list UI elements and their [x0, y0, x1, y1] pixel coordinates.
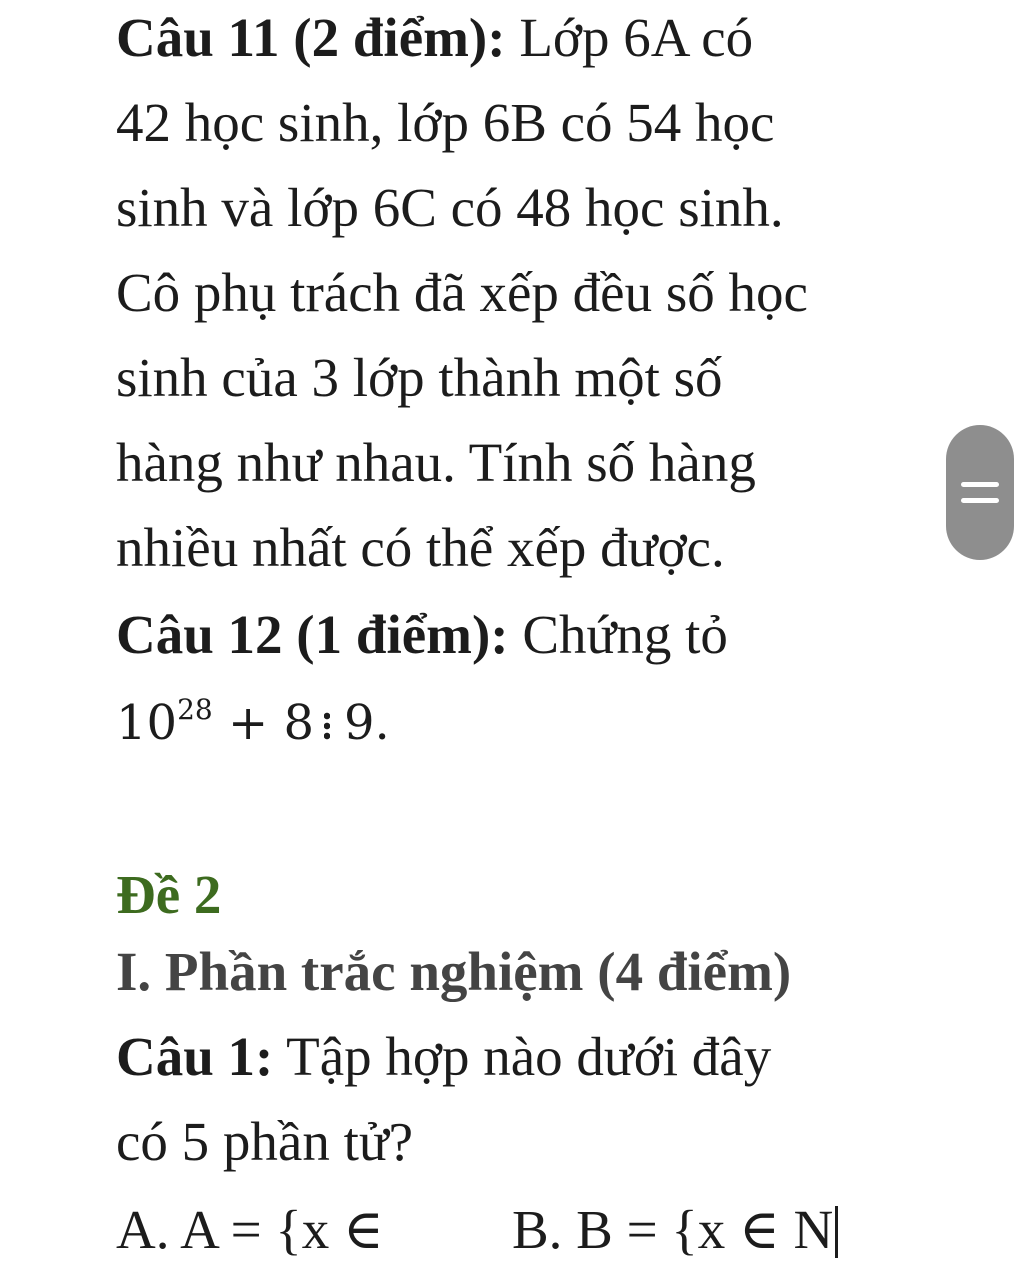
q11-line-6: hàng như nhau. Tính số hàng	[116, 432, 756, 493]
q11-label: Câu 11 (2 điểm):	[116, 7, 506, 68]
q1-line-1	[116, 1022, 771, 1092]
q11-line-1	[116, 3, 753, 73]
grip-line-bottom	[961, 498, 999, 503]
q12-base: 10	[116, 695, 178, 751]
option-b-wrapper	[512, 1195, 838, 1265]
section-heading: I. Phần trắc nghiệm (4 điểm)	[116, 941, 792, 1002]
q11-line-3: sinh và lớp 6C có 48 học sinh.	[116, 177, 784, 238]
q1-label: Câu 1:	[116, 1026, 274, 1087]
q11-line-7: nhiều nhất có thể xếp được.	[116, 517, 725, 578]
grip-line-top	[961, 482, 999, 487]
q11-line-4: Cô phụ trách đã xếp đều số học	[116, 262, 808, 323]
q12-text-1: Chứng tỏ	[508, 604, 728, 665]
q11-line-5: sinh của 3 lớp thành một số	[116, 347, 723, 408]
option-a: A. A = {x ∈	[116, 1199, 384, 1260]
q12-label: Câu 12 (1 điểm):	[116, 604, 509, 665]
q1-text-1: Tập hợp nào dưới đây	[273, 1026, 772, 1087]
set-builder-bar	[835, 1206, 838, 1258]
q1-line-2: có 5 phần tử?	[116, 1111, 414, 1172]
q12-exponent: 28	[177, 693, 213, 726]
q12-line-1	[116, 600, 728, 670]
drag-handle-icon[interactable]	[946, 425, 1014, 560]
q12-expression	[116, 688, 390, 758]
option-b: B. B = {x ∈ N	[512, 1199, 834, 1260]
q11-line-2: 42 học sinh, lớp 6B có 54 học	[116, 92, 775, 153]
q12-divisor: 9.	[344, 695, 390, 751]
q1-options	[116, 1195, 916, 1265]
exam-2-heading: Đề 2	[116, 864, 222, 925]
q12-plus-term: + 8	[212, 695, 314, 751]
divisible-by-icon	[324, 711, 330, 741]
q11-text-1: Lớp 6A có	[505, 7, 754, 68]
